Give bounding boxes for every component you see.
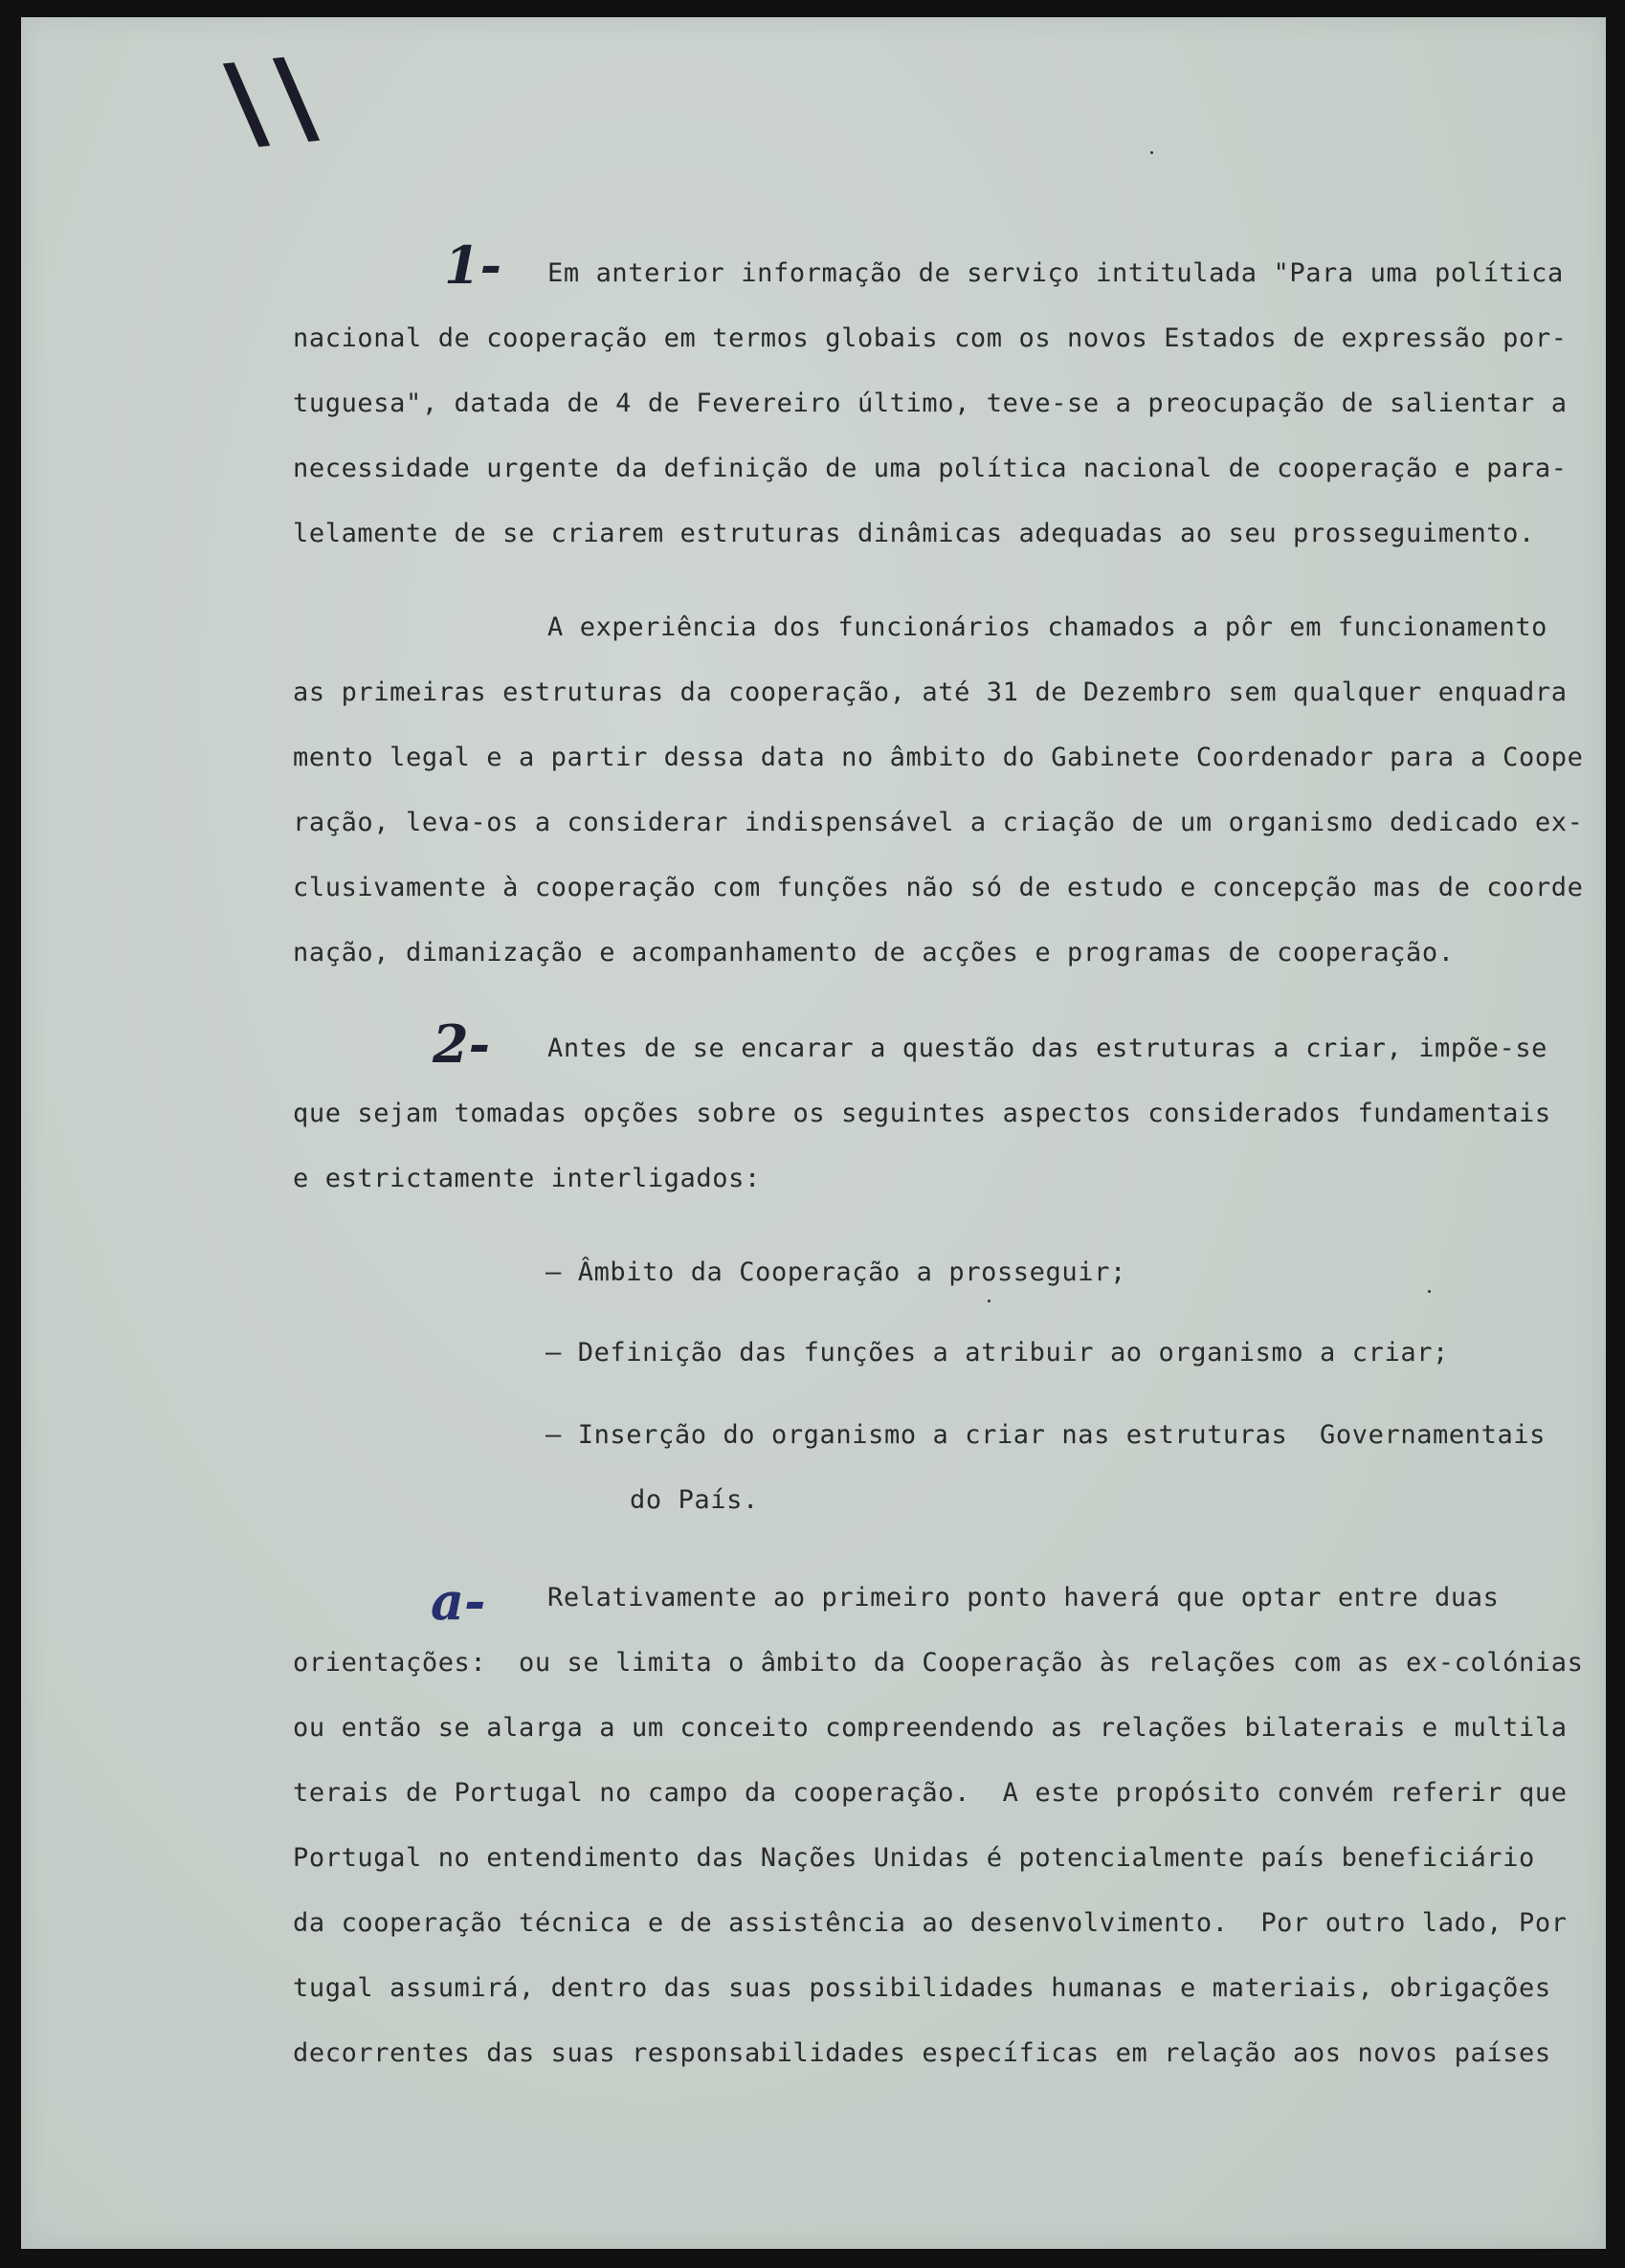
list-item-continuation: do País. — [630, 1485, 759, 1515]
paragraph-number-2: 2- — [433, 1013, 490, 1075]
list-item: — Âmbito da Cooperação a prosseguir; — [545, 1257, 1126, 1287]
paragraph-a-line: Relativamente ao primeiro ponto haverá que optar entre duas — [547, 1583, 1500, 1612]
paper-speck — [1428, 1290, 1431, 1293]
paragraph-1b-line: clusivamente à cooperação com funções não só de estudo e concepção mas de coorde — [293, 873, 1584, 902]
paragraph-1b-line: as primeiras estruturas da cooperação, até 31 de Dezembro sem qualquer enquadra — [293, 678, 1568, 707]
paragraph-a-line: terais de Portugal no campo da cooperação. A este propósito convém referir que — [293, 1778, 1568, 1808]
paragraph-number-1: 1- — [444, 234, 501, 296]
paragraph-a-line: tugal assumirá, dentro das suas possibilidades humanas e materiais, obrigações — [293, 1973, 1551, 2003]
paragraph-1b-line: ração, leva-os a considerar indispensável a criação de um organismo dedicado ex- — [293, 808, 1584, 837]
paper-speck — [988, 1300, 991, 1302]
list-item: — Inserção do organismo a criar nas estruturas Governamentais — [545, 1420, 1547, 1450]
paragraph-a-line: Portugal no entendimento das Nações Unidas é potencialmente país beneficiário — [293, 1843, 1535, 1873]
paragraph-1-line: Em anterior informação de serviço intitulada "Para uma política — [547, 258, 1564, 288]
paragraph-2-line: que sejam tomadas opções sobre os seguintes aspectos considerados fundamentais — [293, 1099, 1551, 1128]
paragraph-letter-a: a- — [431, 1570, 486, 1632]
paragraph-a-line: decorrentes das suas responsabilidades específicas em relação aos novos países — [293, 2038, 1551, 2068]
paragraph-a-line: orientações: ou se limita o âmbito da Cooperação às relações com as ex-colónias — [293, 1648, 1584, 1678]
document-page — [21, 17, 1606, 2249]
paragraph-1b-line: nação, dimanização e acompanhamento de acções e programas de cooperação. — [293, 938, 1455, 967]
paragraph-1b-line: A experiência dos funcionários chamados a pôr em funcionamento — [547, 612, 1548, 642]
paragraph-1-line: nacional de cooperação em termos globais com os novos Estados de expressão por- — [293, 323, 1568, 353]
paragraph-1-line: lelamente de se criarem estruturas dinâmicas adequadas ao seu prosseguimento. — [293, 519, 1535, 548]
handwritten-page-mark: \\ — [220, 31, 333, 166]
paragraph-1-line: necessidade urgente da definição de uma política nacional de cooperação e para- — [293, 454, 1568, 483]
list-item: — Definição das funções a atribuir ao organismo a criar; — [545, 1338, 1449, 1367]
paragraph-2-line: e estrictamente interligados: — [293, 1164, 761, 1193]
paragraph-1-line: tuguesa", datada de 4 de Fevereiro último, teve-se a preocupação de salientar a — [293, 389, 1568, 418]
paper-speck — [1150, 151, 1153, 154]
paragraph-a-line: ou então se alarga a um conceito compreendendo as relações bilaterais e multila — [293, 1713, 1568, 1743]
paragraph-a-line: da cooperação técnica e de assistência ao desenvolvimento. Por outro lado, Por — [293, 1908, 1568, 1938]
paragraph-1b-line: mento legal e a partir dessa data no âmbito do Gabinete Coordenador para a Coope — [293, 743, 1584, 772]
paragraph-2-line: Antes de se encarar a questão das estruturas a criar, impõe-se — [547, 1034, 1548, 1063]
